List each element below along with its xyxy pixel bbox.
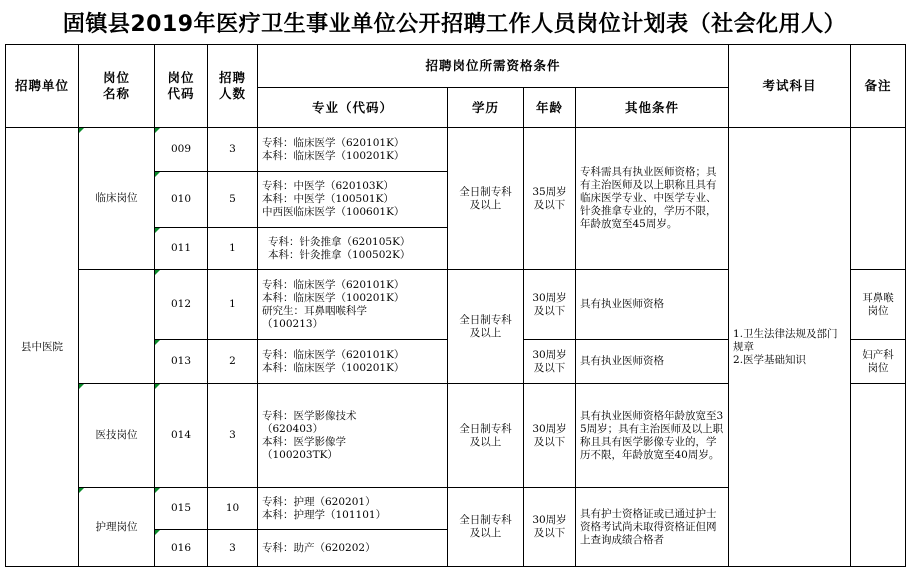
major-cell: 专科：临床医学（620101K） 本科：临床医学（100201K） 研究生：耳鼻咽喉科学 （100213） [258, 270, 448, 340]
header-other: 其他条件 [576, 88, 729, 128]
count-cell: 3 [208, 128, 258, 172]
count-cell: 3 [208, 530, 258, 567]
header-qualifications: 招聘岗位所需资格条件 [258, 45, 729, 88]
header-unit: 招聘单位 [6, 45, 79, 128]
header-exam: 考试科目 [729, 45, 851, 128]
header-education: 学历 [448, 88, 524, 128]
count-cell: 10 [208, 488, 258, 530]
count-cell: 2 [208, 340, 258, 384]
remarks-cell [851, 384, 906, 567]
education-cell: 全日制专科 及以上 [448, 128, 524, 270]
remarks-cell: 耳鼻喉 岗位 [851, 270, 906, 340]
other-cell: 专科需具有执业医师资格；具有主治医师及以上职称且具有临床医学专业、中医学专业、针灸推拿专业的，学历不限，年龄放宽至45周岁。 [576, 128, 729, 270]
count-cell: 1 [208, 270, 258, 340]
position-nursing: 护理岗位 [79, 488, 155, 567]
exam-cell: 1.卫生法律法规及部门规章 2.医学基础知识 [729, 128, 851, 567]
code-cell: 011 [155, 228, 208, 270]
code-cell: 013 [155, 340, 208, 384]
header-code: 岗位 代码 [155, 45, 208, 128]
count-cell: 3 [208, 384, 258, 488]
major-cell: 专科：临床医学（620101K） 本科：临床医学（100201K） [258, 340, 448, 384]
code-cell: 010 [155, 172, 208, 228]
age-cell: 30周岁 及以下 [524, 488, 576, 567]
position-clinical-2 [79, 270, 155, 384]
education-cell: 全日制专科 及以上 [448, 270, 524, 384]
count-cell: 5 [208, 172, 258, 228]
code-cell: 012 [155, 270, 208, 340]
education-cell: 全日制专科 及以上 [448, 384, 524, 488]
unit-cell: 县中医院 [6, 128, 79, 567]
major-cell: 专科：针灸推拿（620105K） 本科：针灸推拿（100502K） [258, 228, 448, 270]
other-cell: 具有执业医师资格 [576, 340, 729, 384]
code-cell: 015 [155, 488, 208, 530]
count-cell: 1 [208, 228, 258, 270]
header-count: 招聘 人数 [208, 45, 258, 128]
code-cell: 014 [155, 384, 208, 488]
major-cell: 专科：中医学（620103K） 本科：中医学（100501K） 中西医临床医学（100601K） [258, 172, 448, 228]
major-cell: 专科：医学影像技术 （620403） 本科：医学影像学 （100203TK） [258, 384, 448, 488]
header-major: 专业（代码） [258, 88, 448, 128]
header-position: 岗位 名称 [79, 45, 155, 128]
page-title: 固镇县2019年医疗卫生事业单位公开招聘工作人员岗位计划表（社会化用人） [62, 11, 847, 37]
header-remarks: 备注 [851, 45, 906, 128]
other-cell: 具有执业医师资格 [576, 270, 729, 340]
code-cell: 016 [155, 530, 208, 567]
other-cell: 具有护士资格证或已通过护士资格考试尚未取得资格证但网上查询成绩合格者 [576, 488, 729, 567]
other-cell: 具有执业医师资格年龄放宽至35周岁；具有主治医师及以上职称且具有医学影像专业的，学历不限，年龄放宽至40周岁。 [576, 384, 729, 488]
age-cell: 35周岁 及以下 [524, 128, 576, 270]
header-age: 年龄 [524, 88, 576, 128]
remarks-cell [851, 128, 906, 270]
major-cell: 专科：助产（620202） [258, 530, 448, 567]
major-cell: 专科：护理（620201） 本科：护理学（101101） [258, 488, 448, 530]
code-cell: 009 [155, 128, 208, 172]
age-cell: 30周岁 及以下 [524, 270, 576, 340]
age-cell: 30周岁 及以下 [524, 384, 576, 488]
remarks-cell: 妇产科 岗位 [851, 340, 906, 384]
position-tech: 医技岗位 [79, 384, 155, 488]
recruitment-table [5, 44, 905, 566]
education-cell: 全日制专科 及以上 [448, 488, 524, 567]
major-cell: 专科：临床医学（620101K） 本科：临床医学（100201K） [258, 128, 448, 172]
age-cell: 30周岁 及以下 [524, 340, 576, 384]
position-clinical: 临床岗位 [79, 128, 155, 270]
